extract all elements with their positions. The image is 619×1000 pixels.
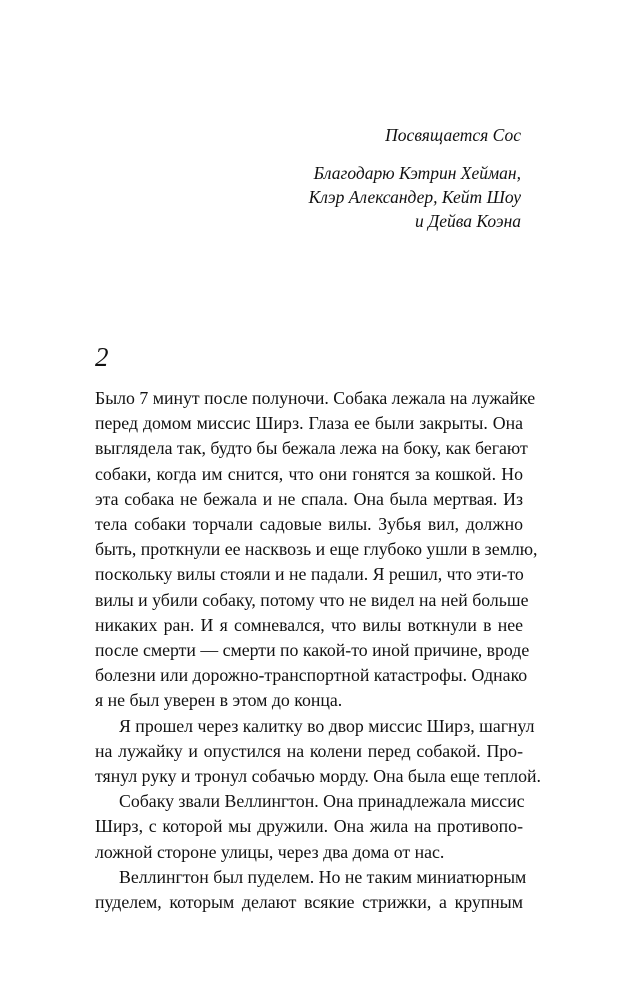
- text-line: поскольку вилы стояли и не падали. Я решил, что эти-то: [95, 564, 524, 585]
- dedication-line: Посвящается Сос: [385, 125, 521, 145]
- dedication-block: [309, 123, 521, 233]
- chapter-number: 2: [95, 342, 109, 372]
- text-line: перед домом миссис Ширз. Глаза ее были закрыты. Она: [95, 413, 523, 434]
- text-line: пуделем, которым делают всякие стрижки, а крупным: [95, 892, 523, 913]
- text-line: Было 7 минут после полуночи. Собака лежала на лужайке: [95, 388, 536, 408]
- text-line: эта собака не бежала и не спала. Она была мертвая. Из: [95, 488, 523, 509]
- text-line: собаки, когда им снится, что они гонятся за кошкой. Но: [95, 463, 523, 484]
- paragraph-2: [95, 714, 541, 790]
- paragraph-1: [95, 386, 538, 714]
- text-line: выглядела так, будто бы бежала лежа на боку, как бегают: [95, 438, 528, 459]
- text-line: Веллингтон был пуделем. Но не таким миниатюрным: [119, 866, 527, 887]
- text-line: на лужайку и опустился на колени перед собакой. Про-: [95, 740, 523, 761]
- dedication-spacer: [309, 147, 521, 161]
- text-line: после смерти — смерти по какой-то иной причине, вроде: [95, 640, 530, 661]
- text-line: я не был уверен в этом до конца.: [95, 690, 343, 711]
- text-line: тянул руку и тронул собачью морду. Она была еще теплой.: [95, 766, 541, 787]
- text-line: тела собаки торчали садовые вилы. Зубья вил, должно: [95, 514, 523, 535]
- text-line: быть, проткнули ее насквозь и еще глубоко ушли в землю,: [95, 539, 538, 560]
- text-line: Собаку звали Веллингтон. Она принадлежала миссис: [119, 791, 525, 812]
- text-line: вилы и убили собаку, потому что не видел на ней больше: [95, 589, 529, 610]
- text-line: ложной стороне улицы, через два дома от нас.: [95, 841, 445, 862]
- text-line: болезни или дорожно-транспортной катастрофы. Однако: [95, 665, 528, 686]
- paragraph-4: [95, 865, 527, 915]
- paragraph-3: [95, 789, 523, 865]
- acknowledgement-line: и Дейва Коэна: [415, 211, 521, 231]
- chapter-body: [95, 386, 541, 915]
- acknowledgement-line: Благодарю Кэтрин Хейман,: [313, 163, 521, 183]
- text-line: Ширз, с которой мы дружили. Она жила на противопо-: [95, 816, 523, 837]
- text-line: никаких ран. И я сомневался, что вилы воткнули в нее: [95, 614, 523, 635]
- text-line: Я прошел через калитку во двор миссис Ширз, шагнул: [119, 715, 535, 736]
- acknowledgement-line: Клэр Александер, Кейт Шоу: [308, 187, 521, 207]
